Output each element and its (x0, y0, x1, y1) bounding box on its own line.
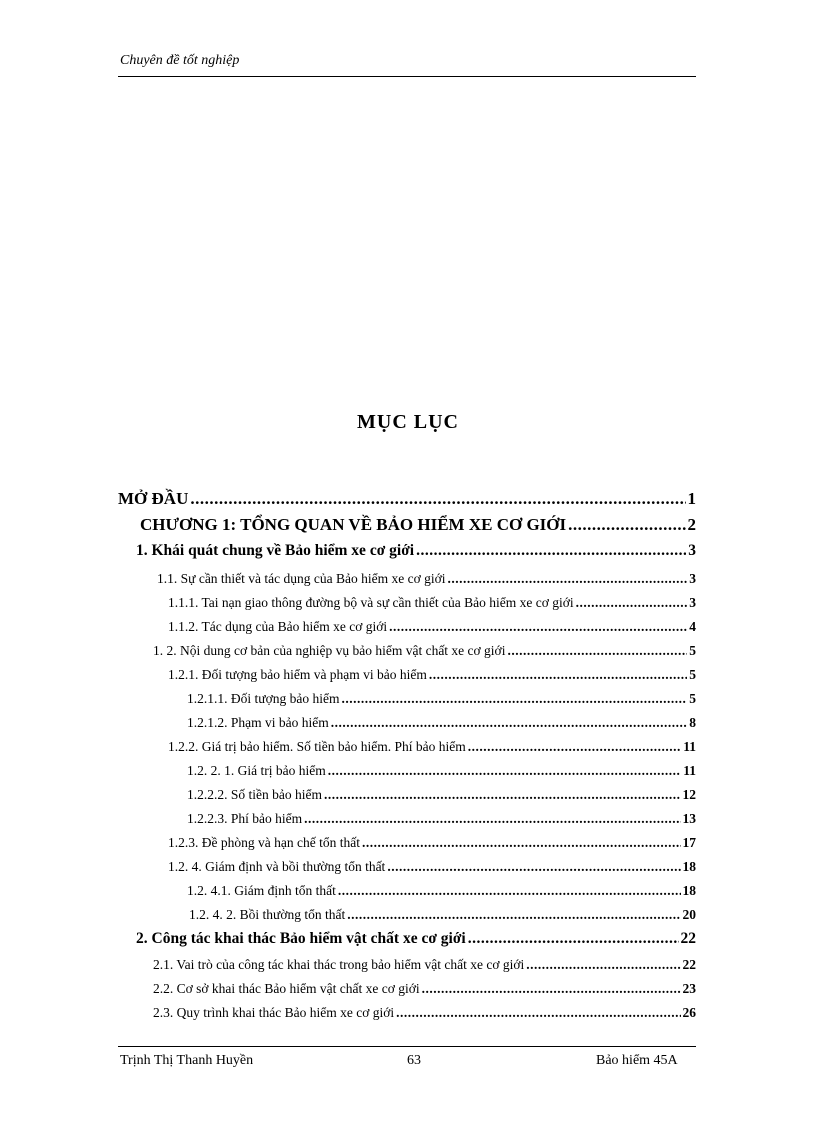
toc-entry-page: 22 (680, 930, 696, 947)
footer-divider (118, 1046, 696, 1047)
toc-entry[interactable] (136, 540, 696, 562)
toc-leader (190, 488, 685, 510)
toc-leader (429, 664, 687, 686)
toc-entry[interactable] (168, 832, 696, 854)
toc-entry[interactable] (187, 784, 696, 806)
toc-entry-label: 1.2.1.2. Phạm vi bảo hiểm (187, 715, 329, 730)
toc-leader (347, 904, 680, 926)
toc-entry-page: 23 (682, 981, 696, 996)
toc-entry-label: 1.1.1. Tai nạn giao thông đường bộ và sự cần thiết của Bảo hiểm xe cơ giới (168, 595, 574, 610)
running-header: Chuyên đề tốt nghiệp (120, 53, 240, 68)
toc-entry-label: 1.2.3. Đề phòng và hạn chế tổn thất (168, 835, 360, 850)
toc-entry-page: 1 (687, 489, 696, 508)
toc-entry-label: 1.2.2.3. Phí bảo hiểm (187, 811, 303, 826)
toc-leader (387, 856, 680, 878)
toc-entry-label: CHƯƠNG 1: TỔNG QUAN VỀ BẢO HIỂM XE CƠ GIỚI (140, 515, 567, 534)
toc-title: MỤC LỤC (357, 411, 459, 433)
toc-entry[interactable] (153, 954, 696, 976)
toc-entry-label: 1.2. 2. 1. Giá trị bảo hiểm (187, 763, 326, 778)
toc-leader (389, 616, 687, 638)
toc-entry-page: 13 (682, 811, 696, 826)
toc-entry-page: 18 (682, 883, 696, 898)
toc-entry-label: 1.2. 4. Giám định và bồi thường tổn thất (168, 859, 386, 874)
toc-entry-label: 2.2. Cơ sở khai thác Bảo hiểm vật chất xe cơ giới (153, 981, 420, 996)
footer-author: Trịnh Thị Thanh Huyền (120, 1053, 254, 1068)
toc-entry[interactable] (157, 568, 696, 590)
toc-entry-page: 5 (689, 667, 696, 682)
toc-leader (331, 712, 688, 734)
toc-entry-page: 3 (689, 571, 696, 586)
toc-entry-page: 26 (682, 1005, 696, 1020)
toc-entry-label: MỞ ĐẦU (118, 489, 189, 508)
toc-entry-label: 1.2.1. Đối tượng bảo hiểm và phạm vi bảo hiểm (168, 667, 427, 682)
footer-class: Bảo hiểm 45A (596, 1053, 678, 1068)
toc-entry[interactable] (187, 712, 696, 734)
toc-leader (526, 954, 680, 976)
toc-entry[interactable] (168, 736, 696, 758)
toc-entry[interactable] (168, 664, 696, 686)
toc-entry[interactable] (118, 488, 696, 510)
toc-entry[interactable] (153, 640, 696, 662)
toc-leader (448, 568, 688, 590)
toc-entry-page: 3 (688, 542, 696, 559)
toc-leader (341, 688, 687, 710)
toc-entry[interactable] (189, 904, 696, 926)
toc-entry-label: 1.2.2.2. Số tiền bảo hiểm (187, 787, 322, 802)
toc-entry-label: 1. 2. Nội dung cơ bản của nghiệp vụ bảo hiểm vật chất xe cơ giới (153, 643, 506, 658)
toc-entry-page: 22 (682, 957, 696, 972)
toc-entry[interactable] (187, 808, 696, 830)
footer-page-number: 63 (407, 1053, 421, 1068)
toc-entry-label: 2. Công tác khai thác Bảo hiểm vật chất xe cơ giới (136, 930, 466, 947)
toc-leader (416, 540, 686, 562)
toc-leader (324, 784, 681, 806)
toc-entry-page: 18 (682, 859, 696, 874)
toc-entry-label: 1.1.2. Tác dụng của Bảo hiểm xe cơ giới (168, 619, 388, 634)
toc-entry-page: 11 (683, 739, 696, 754)
toc-entry-page: 5 (689, 691, 696, 706)
toc-leader (362, 832, 681, 854)
toc-leader (304, 808, 680, 830)
toc-entry-label: 2.3. Quy trình khai thác Bảo hiểm xe cơ giới (153, 1005, 395, 1020)
toc-entry[interactable] (187, 760, 696, 782)
toc-entry[interactable] (187, 880, 696, 902)
header-divider (118, 76, 696, 77)
toc-entry[interactable] (187, 688, 696, 710)
toc-entry[interactable] (136, 928, 696, 950)
toc-entry-label: 1.1. Sự cần thiết và tác dụng của Bảo hiểm xe cơ giới (157, 571, 446, 586)
toc-entry-page: 17 (682, 835, 696, 850)
toc-entry-label: 2.1. Vai trò của công tác khai thác trong bảo hiểm vật chất xe cơ giới (153, 957, 525, 972)
toc-entry-page: 4 (689, 619, 696, 634)
toc-entry-label: 1.2. 4. 2. Bồi thường tổn thất (189, 907, 346, 922)
toc-entry[interactable] (153, 1002, 696, 1024)
toc-entry-label: 1.2.2. Giá trị bảo hiểm. Số tiền bảo hiểm. Phí bảo hiểm (168, 739, 466, 754)
toc-entry[interactable] (140, 514, 696, 536)
toc-entry-page: 12 (682, 787, 696, 802)
toc-entry-page: 3 (689, 595, 696, 610)
toc-entry[interactable] (168, 592, 696, 614)
toc-entry-label: 1.2.1.1. Đối tượng bảo hiểm (187, 691, 340, 706)
toc-entry-page: 2 (687, 515, 696, 534)
toc-entry-page: 11 (683, 763, 696, 778)
toc-leader (468, 736, 682, 758)
toc-leader (328, 760, 682, 782)
toc-leader (422, 978, 681, 1000)
toc-entry[interactable] (168, 856, 696, 878)
toc-leader (576, 592, 688, 614)
toc-entry-page: 5 (689, 643, 696, 658)
toc-leader (468, 928, 679, 950)
toc-entry-label: 1. Khái quát chung về Bảo hiểm xe cơ giới (136, 542, 415, 559)
toc-leader (396, 1002, 680, 1024)
toc-entry[interactable] (168, 616, 696, 638)
toc-leader (507, 640, 687, 662)
toc-leader (338, 880, 681, 902)
toc-leader (568, 514, 685, 536)
toc-entry-page: 8 (689, 715, 696, 730)
toc-entry[interactable] (153, 978, 696, 1000)
toc-entry-label: 1.2. 4.1. Giám định tổn thất (187, 883, 336, 898)
toc-entry-page: 20 (682, 907, 696, 922)
